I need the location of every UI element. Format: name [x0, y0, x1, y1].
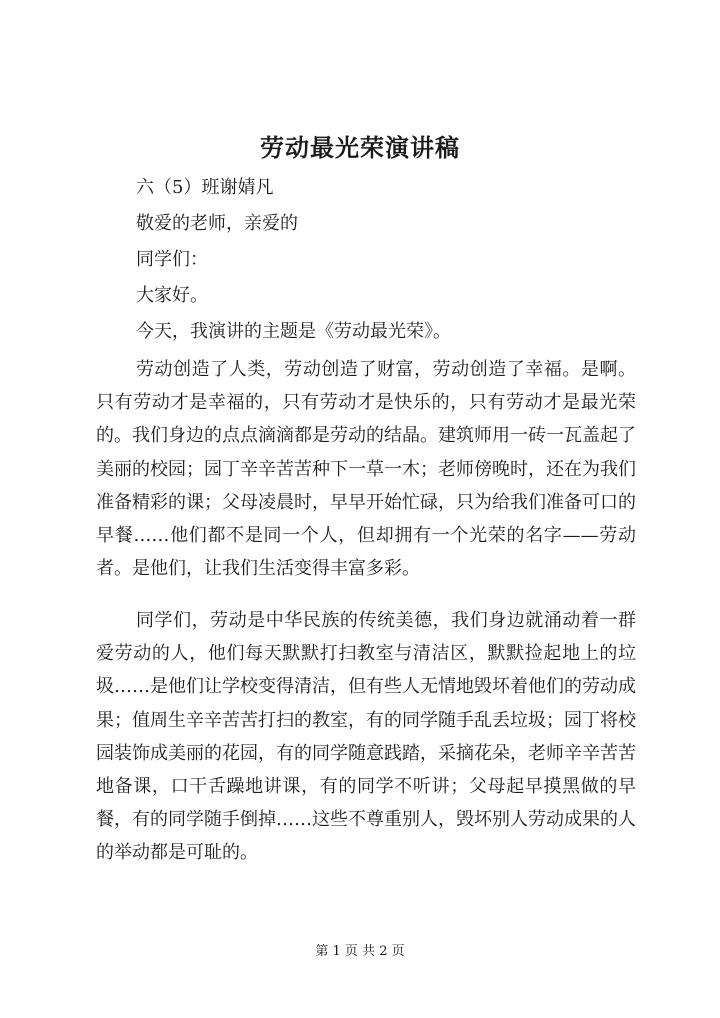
page-number-footer: 第 1 页 共 2 页 [315, 944, 405, 959]
body-paragraph-1: 劳动创造了人类，劳动创造了财富，劳动创造了幸福。是啊。只有劳动才是幸福的，只有劳动才是快乐的，只有劳动才是最光荣的。我们身边的点点滴滴都是劳动的结晶。建筑师用一砖一瓦盖起了美丽的校园；园丁辛辛苦苦种下一草一木；老师傍晚时，还在为我们准备精彩的课；父母凌晨时，早早开始忙碌，只为给我们准备可口的早餐……他们都不是同一个人，但却拥有一个光荣的名字——劳动者。是他们，让我们生活变得丰富多彩。 [96, 359, 636, 580]
hello-line: 大家好。 [136, 285, 208, 306]
greeting-line-1: 敬爱的老师，亲爱的 [136, 213, 298, 234]
greeting-line-2: 同学们： [136, 249, 208, 270]
intro-line: 今天，我演讲的主题是《劳动最光荣》。 [136, 321, 451, 342]
body-paragraph-2: 同学们，劳动是中华民族的传统美德，我们身边就涌动着一群爱劳动的人，他们每天默默打扫教室与清洁区，默默捡起地上的垃圾……是他们让学校变得清洁，但有些人无情地毁坏着他们的劳动成果；值周生辛辛苦苦打扫的教室，有的同学随手乱丢垃圾；园丁将校园装饰成美丽的花园，有的同学随意践踏，采摘花朵，老师辛辛苦苦地备课，口干舌躁地讲课，有的同学不听讲；父母起早摸黑做的早餐，有的同学随手倒掉……这些不尊重别人，毁坏别人劳动成果的人的举动都是可耻的。 [96, 610, 636, 864]
document-title: 劳动最光荣演讲稿 [260, 133, 460, 162]
author-line: 六（5）班谢婧凡 [136, 177, 274, 198]
